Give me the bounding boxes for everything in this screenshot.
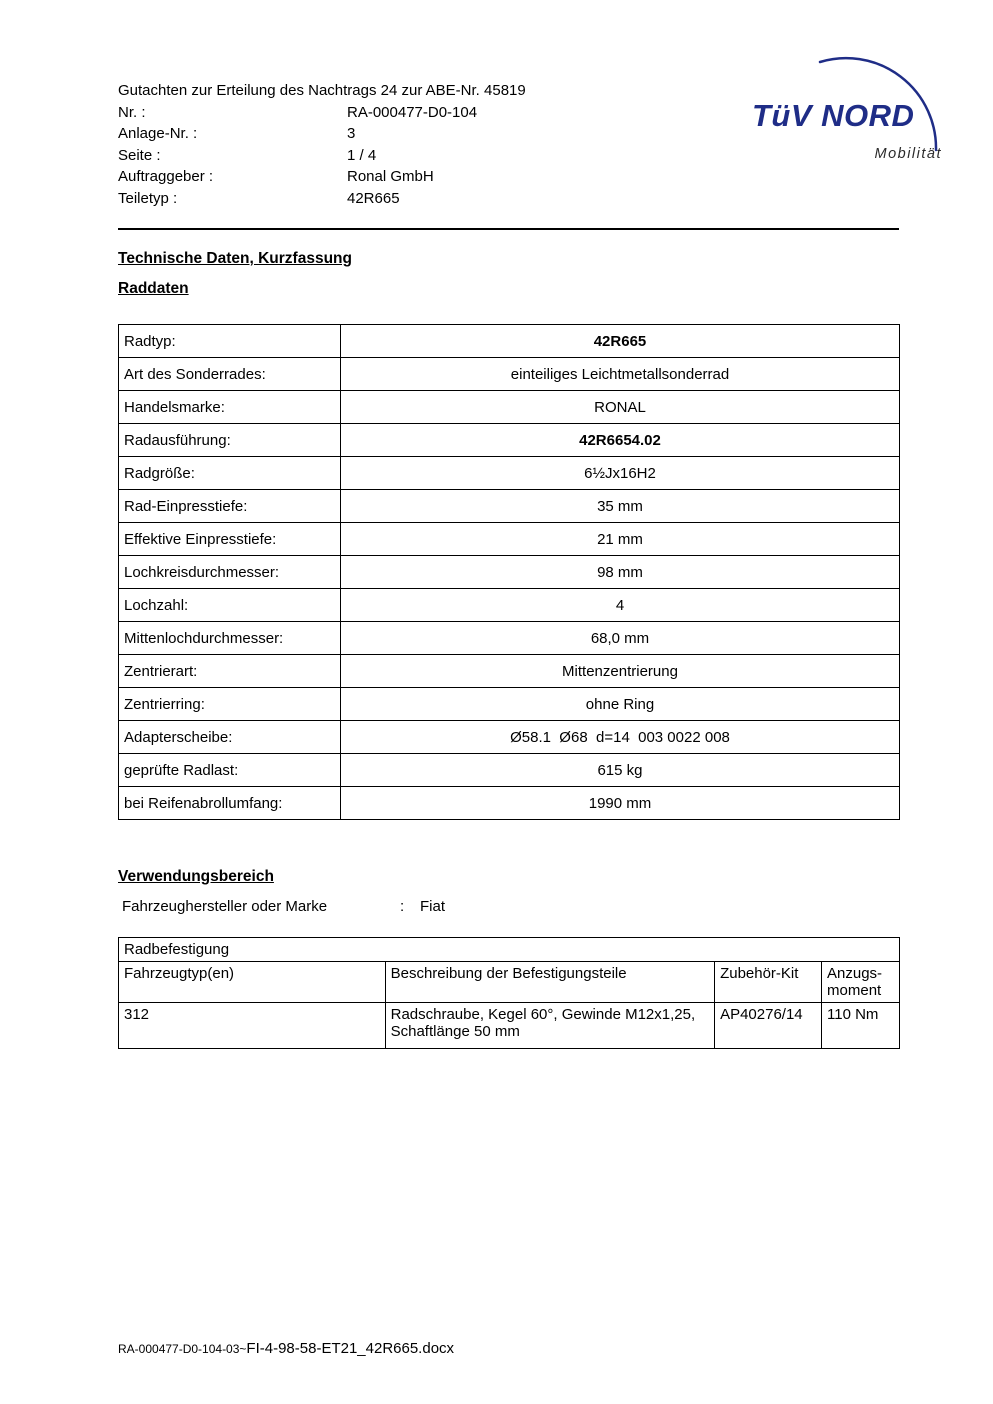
row-value: 21 mm: [341, 523, 900, 556]
table-row: [119, 457, 900, 490]
row-value: 35 mm: [341, 490, 900, 523]
table-row: [119, 424, 900, 457]
field-label: Nr. :: [118, 103, 146, 121]
table-row: [119, 721, 900, 754]
vehicle-manufacturer-value: Fiat: [420, 898, 446, 915]
row-label: Zentrierring:: [119, 688, 341, 721]
section-heading-technische-daten: Technische Daten, Kurzfassung: [118, 250, 352, 267]
row-value: Mittenzentrierung: [341, 655, 900, 688]
row-value: 68,0 mm: [341, 622, 900, 655]
footer-doc-number: RA-000477-D0-104-03~: [118, 1342, 247, 1356]
row-label: Rad-Einpresstiefe:: [119, 490, 341, 523]
cell-fahrzeugtyp: 312: [119, 1003, 386, 1049]
table-row: [119, 622, 900, 655]
row-value: RONAL: [341, 391, 900, 424]
column-header: Zubehör-Kit: [715, 962, 822, 1003]
vehicle-manufacturer-colon: :: [400, 898, 405, 915]
header-field-auftraggeber: [118, 166, 738, 188]
row-label: bei Reifenabrollumfang:: [119, 787, 341, 820]
table-row: [119, 358, 900, 391]
row-value: 4: [341, 589, 900, 622]
table-row: [119, 556, 900, 589]
document-footer: [118, 1340, 454, 1357]
field-label: Seite :: [118, 146, 161, 164]
table-header-row: [119, 962, 900, 1003]
document-body: [118, 250, 900, 1049]
row-label: Handelsmarke:: [119, 391, 341, 424]
logo-wordmark: TüV NORD: [752, 98, 915, 133]
field-label: Auftraggeber :: [118, 168, 214, 185]
row-label: Lochzahl:: [119, 589, 341, 622]
field-value: 1 / 4: [347, 146, 377, 164]
vehicle-manufacturer-label: Fahrzeughersteller oder Marke: [122, 898, 328, 915]
radbefestigung-table: [118, 937, 900, 1049]
field-label: Teiletyp :: [118, 189, 178, 207]
row-value: 615 kg: [341, 754, 900, 787]
document-title: Gutachten zur Erteilung des Nachtrags 24 zur ABE-Nr. 45819: [118, 82, 526, 99]
row-value: 98 mm: [341, 556, 900, 589]
table-row: [119, 490, 900, 523]
cell-beschreibung: Radschraube, Kegel 60°, Gewinde M12x1,25, Schaftlänge 50 mm: [385, 1003, 714, 1049]
field-value: Ronal GmbH: [347, 168, 434, 185]
raddaten-table: [118, 324, 900, 820]
header-divider: [118, 228, 899, 230]
table-row: [119, 589, 900, 622]
table-row: [119, 391, 900, 424]
row-value: einteiliges Leichtmetallsonderrad: [341, 358, 900, 391]
table-row: [119, 787, 900, 820]
field-value: RA-000477-D0-104: [347, 103, 478, 121]
column-header: Anzugs-moment: [822, 962, 900, 1003]
row-label: Mittenlochdurchmesser:: [119, 622, 341, 655]
table-row: [119, 655, 900, 688]
cell-anzugsmoment: 110 Nm: [822, 1003, 900, 1049]
column-header: Fahrzeugtyp(en): [119, 962, 386, 1003]
row-label: Effektive Einpresstiefe:: [119, 523, 341, 556]
header-field-seite: [118, 145, 738, 167]
row-label: Radgröße:: [119, 457, 341, 490]
row-value: ohne Ring: [341, 688, 900, 721]
row-value: Ø58.1 Ø68 d=14 003 0022 008: [341, 721, 900, 754]
table-row: [119, 1003, 900, 1049]
row-label: Adapterscheibe:: [119, 721, 341, 754]
vehicle-manufacturer-row: [118, 898, 900, 915]
row-label: Zentrierart:: [119, 655, 341, 688]
section-heading-verwendungsbereich: Verwendungsbereich: [118, 868, 274, 885]
row-value: 6½Jx16H2: [341, 457, 900, 490]
table-row: [119, 523, 900, 556]
cell-zubehoer-kit: AP40276/14: [715, 1003, 822, 1049]
row-label: geprüfte Radlast:: [119, 754, 341, 787]
tuv-nord-logo: [750, 50, 950, 175]
footer-filename: FI-4-98-58-ET21_42R665.docx: [246, 1340, 455, 1357]
row-label: Art des Sonderrades:: [119, 358, 341, 391]
table-row: [119, 754, 900, 787]
radbefestigung-title: Radbefestigung: [119, 938, 900, 962]
row-label: Radausführung:: [119, 424, 341, 457]
section-heading-raddaten: Raddaten: [118, 280, 189, 297]
column-header: Beschreibung der Befestigungsteile: [385, 962, 714, 1003]
logo-subtitle: Mobilität: [874, 146, 942, 162]
field-label: Anlage-Nr. :: [118, 125, 198, 142]
header-field-teiletyp: [118, 188, 738, 210]
row-value: 1990 mm: [341, 787, 900, 820]
row-label: Radtyp:: [119, 325, 341, 358]
table-title-row: [119, 938, 900, 962]
document-header: [118, 80, 738, 209]
row-value: 42R665: [341, 325, 900, 358]
header-field-nr: [118, 102, 738, 124]
header-field-anlage: [118, 123, 738, 145]
field-value: 3: [347, 125, 356, 142]
row-label: Lochkreisdurchmesser:: [119, 556, 341, 589]
field-value: 42R665: [347, 189, 400, 207]
table-row: [119, 688, 900, 721]
table-row: [119, 325, 900, 358]
row-value: 42R6654.02: [341, 424, 900, 457]
